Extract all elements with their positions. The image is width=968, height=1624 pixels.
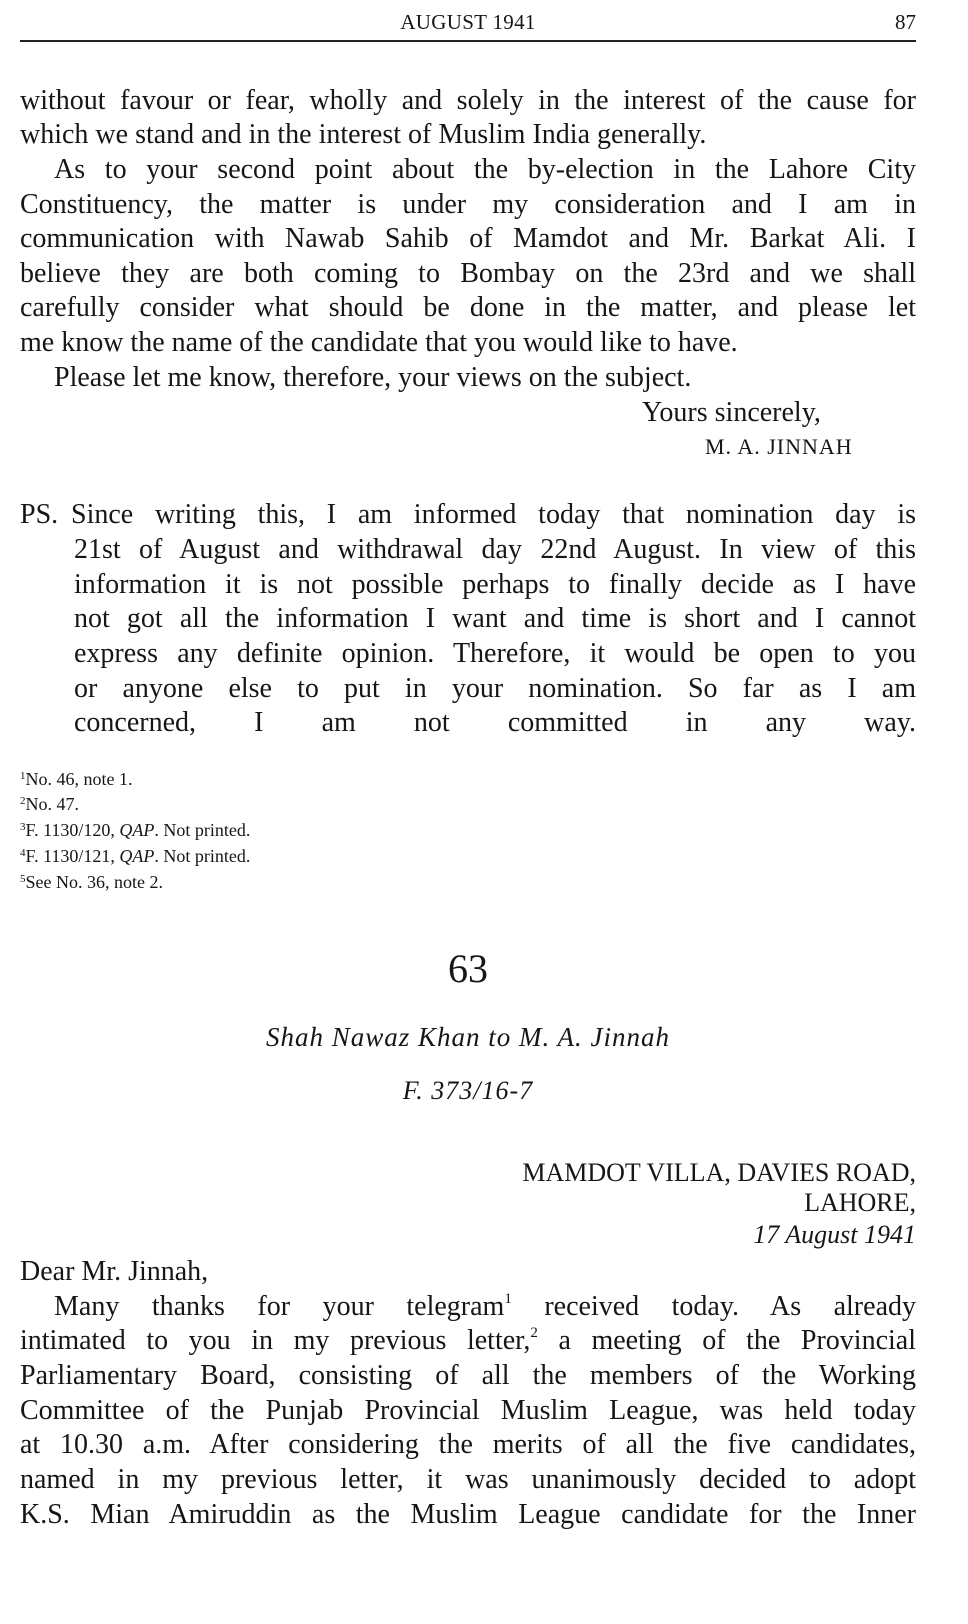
ps-line: or anyone else to put in your nomination. So far as I am xyxy=(74,673,916,704)
text-line: named in my previous letter, it was unanimously decided to adopt xyxy=(20,1464,916,1495)
address-line: MAMDOT VILLA, DAVIES ROAD, xyxy=(522,1158,916,1187)
text-line: K.S. Mian Amiruddin as the Muslim League candidate for the Inner xyxy=(20,1499,916,1530)
text-line: believe they are both coming to Bombay on the 23rd and we shall xyxy=(20,258,916,289)
ps-line: 21st of August and withdrawal day 22nd August. In view of this xyxy=(74,534,916,565)
text-line: Constituency, the matter is under my consideration and I am in xyxy=(20,189,916,220)
text-line: at 10.30 a.m. After considering the merits of all the five candidates, xyxy=(20,1429,916,1460)
text-line: without favour or fear, wholly and solely in the interest of the cause for xyxy=(20,85,916,116)
text-line: me know the name of the candidate that you would like to have. xyxy=(20,327,738,358)
footnote: $^1$No. 46, note 1. xyxy=(20,769,133,789)
closing: Yours sincerely, xyxy=(642,397,821,428)
text-line: carefully consider what should be done in the matter, and please let xyxy=(20,292,916,323)
footnote: $^5$See No. 36, note 2. xyxy=(20,872,163,892)
text-line: which we stand and in the interest of Muslim India generally. xyxy=(20,119,707,150)
header-title: AUGUST 1941 xyxy=(400,10,536,34)
footnote: $^3$F. 1130/120, QAP. Not printed. xyxy=(20,820,251,840)
text-line: Committee of the Punjab Provincial Muslim League, was held today xyxy=(20,1395,916,1426)
document-reference: F. 373/16-7 xyxy=(402,1076,534,1105)
ps-line: concerned, I am not committed in any way. xyxy=(74,707,916,738)
ps-line: Since writing this, I am informed today that nomination day is xyxy=(71,499,916,530)
text-line: intimated to you in my previous letter,$^2$ a meeting of the Provincial xyxy=(20,1325,916,1356)
address-line: LAHORE, xyxy=(804,1188,916,1217)
ps-line: information it is not possible perhaps to finally decide as I have xyxy=(74,569,916,600)
document-number: 63 xyxy=(448,946,488,991)
document-heading: Shah Nawaz Khan to M. A. Jinnah xyxy=(265,1022,671,1052)
running-header xyxy=(20,6,916,42)
letter-date: 17 August 1941 xyxy=(753,1220,916,1249)
ps-line: not got all the information I want and time is short and I cannot xyxy=(74,603,916,634)
ps-label: PS. xyxy=(20,499,59,530)
footnote: $^4$F. 1130/121, QAP. Not printed. xyxy=(20,846,251,866)
text-line: Parliamentary Board, consisting of all the members of the Working xyxy=(20,1360,916,1391)
footnote: $^2$No. 47. xyxy=(20,794,79,814)
text-line: communication with Nawab Sahib of Mamdot and Mr. Barkat Ali. I xyxy=(20,223,916,254)
signature: M. A. JINNAH xyxy=(705,434,853,459)
text-line: Many thanks for your telegram$^1$ received today. As already xyxy=(54,1291,916,1322)
ps-line: express any definite opinion. Therefore, it would be open to you xyxy=(74,638,916,669)
salutation: Dear Mr. Jinnah, xyxy=(20,1256,209,1287)
page-number: 87 xyxy=(895,10,916,34)
text-line: As to your second point about the by-election in the Lahore City xyxy=(54,154,916,185)
text-line: Please let me know, therefore, your views on the subject. xyxy=(54,362,692,393)
